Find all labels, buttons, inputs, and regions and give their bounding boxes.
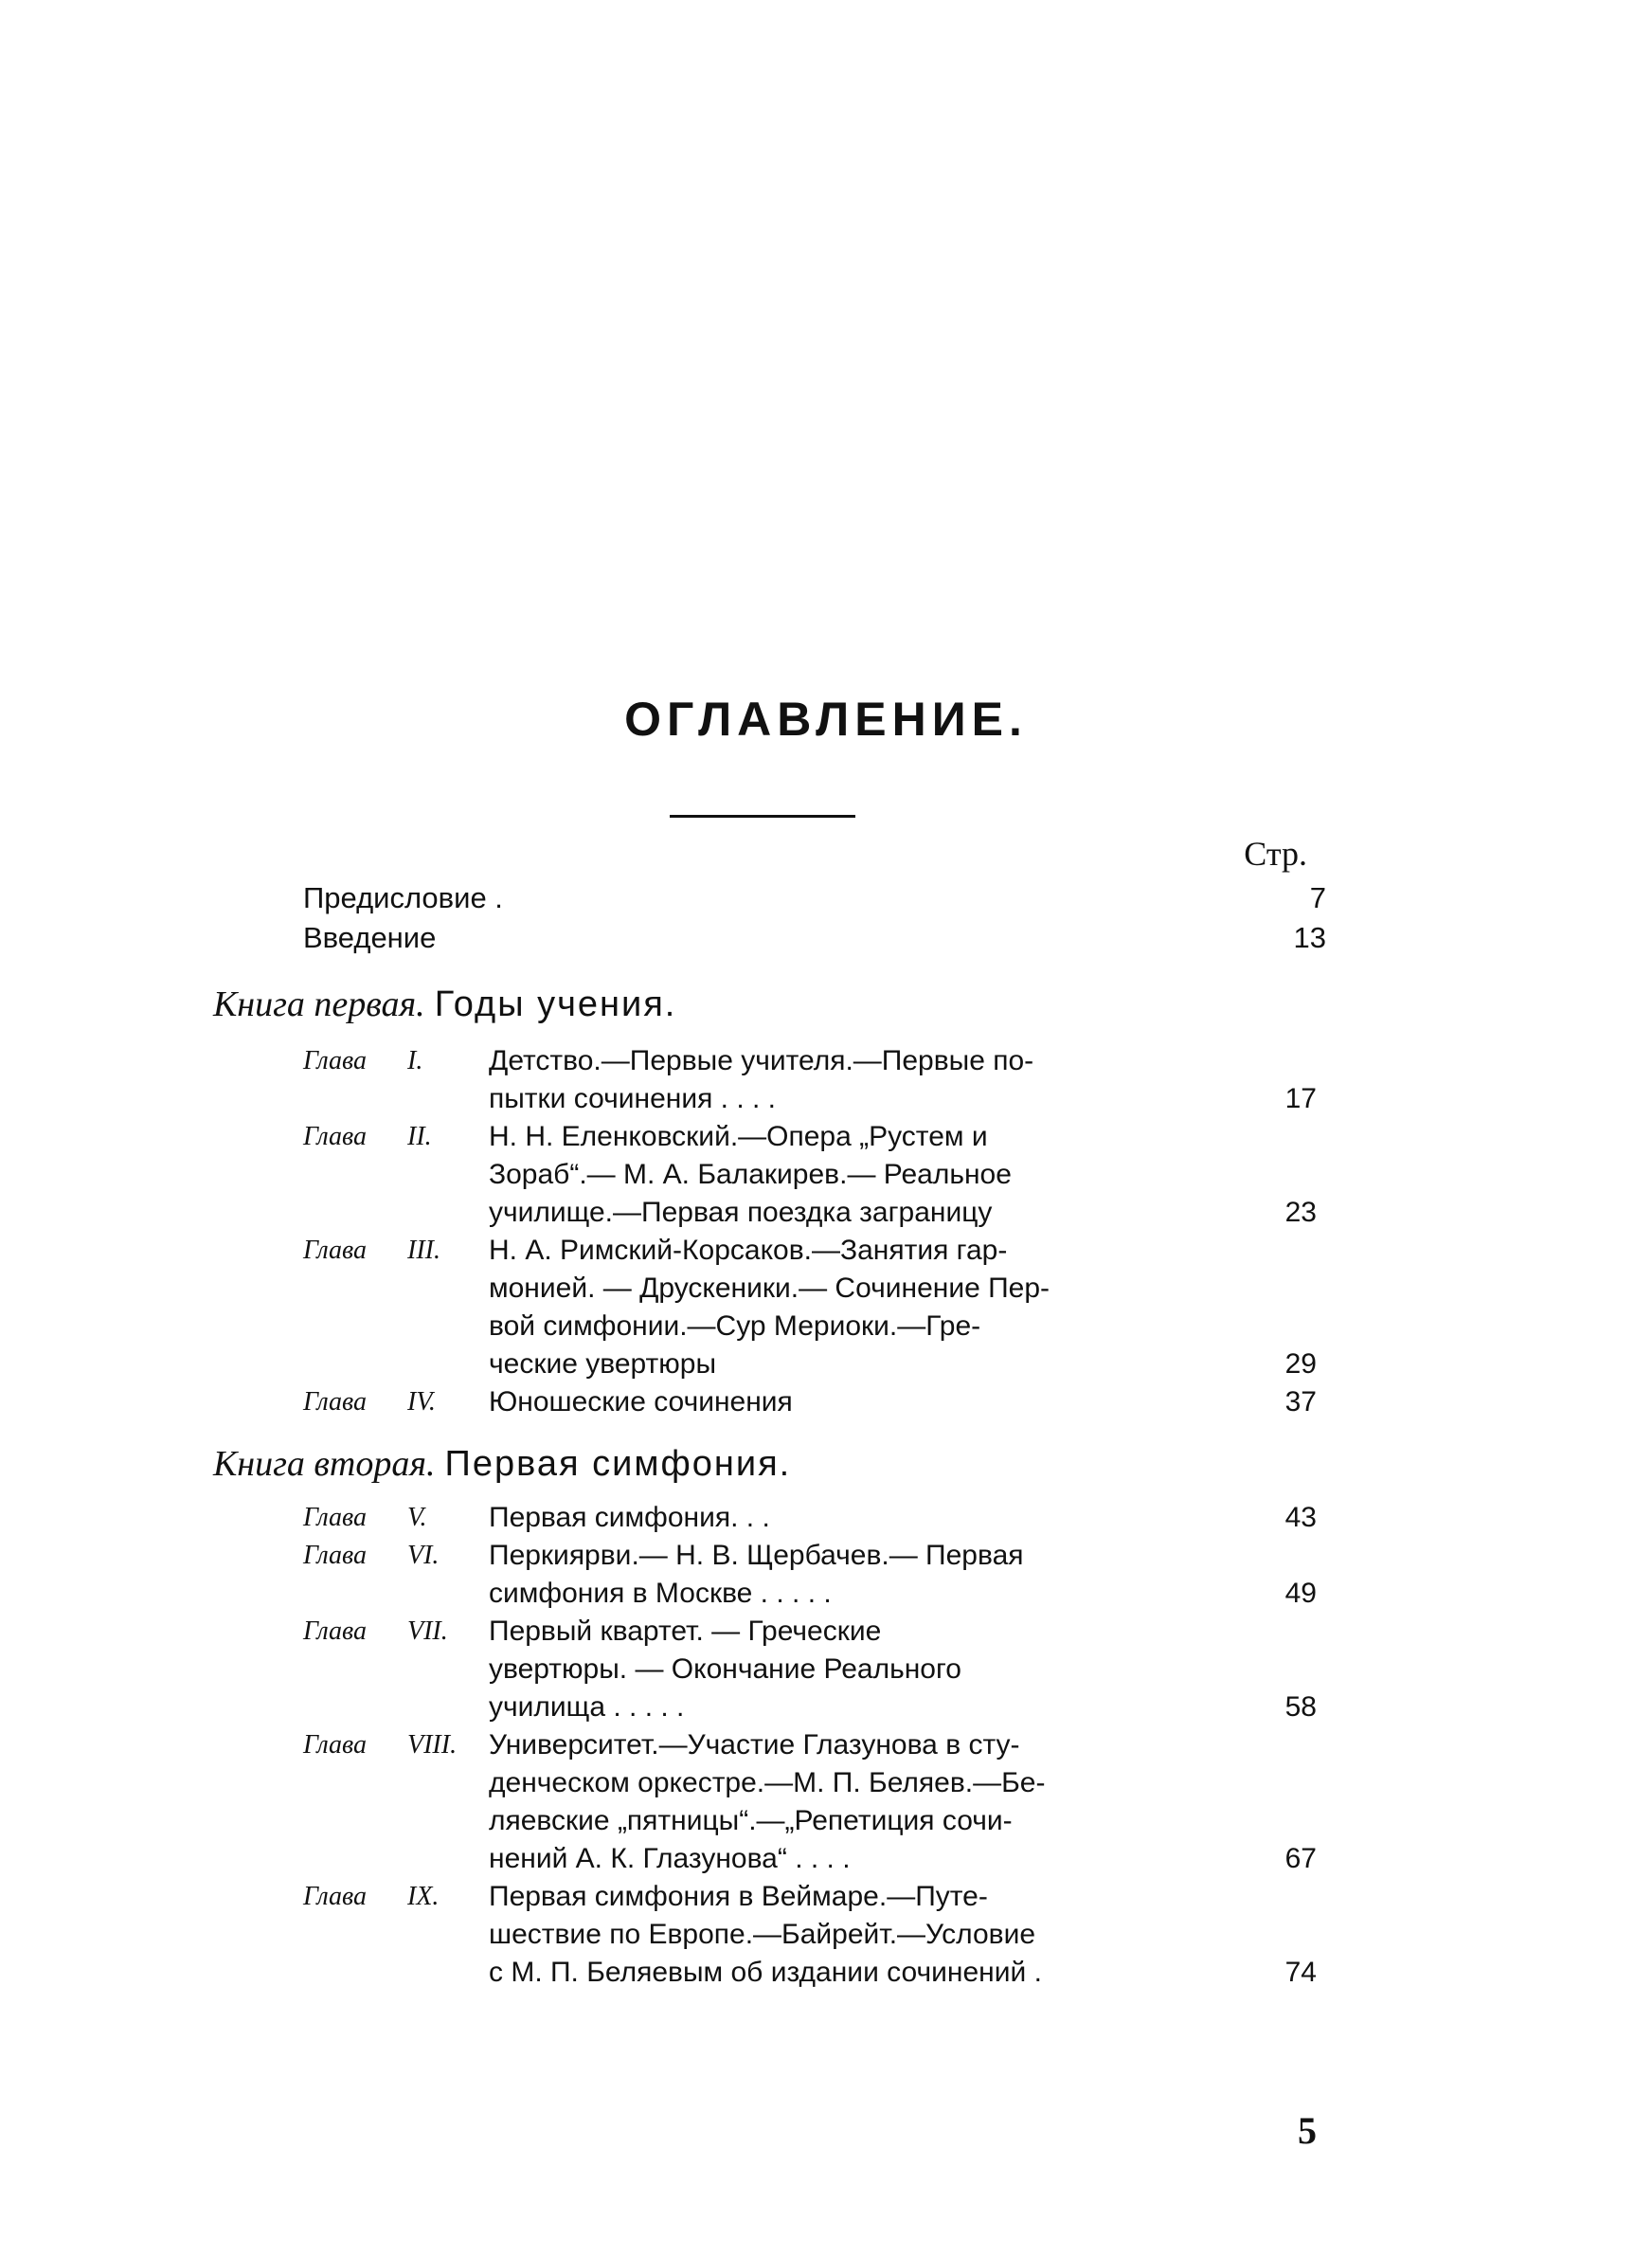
- chapter-line: Первая симфония. . .: [489, 1502, 770, 1533]
- chapter-label: Глава: [303, 1616, 367, 1646]
- chapter-line: училища . . . . .: [489, 1691, 685, 1723]
- chapter-line: Н. А. Римский-Корсаков.—Занятия гар-: [489, 1235, 1008, 1266]
- chapter-line: Перкиярви.— Н. В. Щербачев.— Первая: [489, 1540, 1024, 1571]
- toc-entry-introduction: [303, 921, 1345, 965]
- chapter-line: с М. П. Беляевым об издании сочинений .: [489, 1957, 1042, 1988]
- entry-page: 13: [1293, 921, 1326, 954]
- chapter-label: Глава: [303, 1882, 367, 1911]
- chapter-line: пытки сочинения . . . .: [489, 1083, 777, 1114]
- entry-page: 7: [1309, 881, 1326, 914]
- book-heading-2: [213, 1440, 1350, 1485]
- chapter-number: I.: [407, 1046, 423, 1075]
- chapter-line: симфония в Москве . . . . .: [489, 1578, 832, 1609]
- chapter-page: 49: [1284, 1578, 1317, 1609]
- toc-entry-preface: [303, 881, 1345, 925]
- page-number: 5: [1298, 2109, 1317, 2152]
- chapter-page: 29: [1284, 1348, 1317, 1380]
- page-title: ОГЛАВЛЕНИЕ.: [624, 693, 1028, 746]
- chapter-line: училище.—Первая поездка заграницу: [489, 1197, 993, 1228]
- chapter-line: Н. Н. Еленковский.—Опера „Рустем и: [489, 1121, 988, 1152]
- chapter-page: 58: [1284, 1691, 1317, 1723]
- book-title: Первая симфония.: [444, 1444, 792, 1484]
- book-label: Книга вторая.: [213, 1444, 436, 1484]
- chapter-number: V.: [407, 1503, 427, 1532]
- chapter-line: денческом оркестре.—М. П. Беляев.—Бе-: [489, 1767, 1046, 1798]
- chapter-page: 74: [1284, 1957, 1317, 1988]
- chapter-line: вой симфонии.—Сур Мериоки.—Гре-: [489, 1310, 981, 1342]
- chapter-label: Глава: [303, 1730, 367, 1760]
- chapter-label: Глава: [303, 1122, 367, 1151]
- chapter-label: Глава: [303, 1046, 367, 1075]
- chapter-line: Детство.—Первые учителя.—Первые по-: [489, 1045, 1034, 1076]
- chapter-label: Глава: [303, 1503, 367, 1532]
- chapter-number: III.: [407, 1236, 440, 1265]
- chapter-label: Глава: [303, 1541, 367, 1570]
- chapter-line: ческие увертюры: [489, 1348, 717, 1380]
- chapter-label: Глава: [303, 1387, 367, 1417]
- entry-title: Предисловие .: [303, 881, 503, 914]
- chapter-page: 43: [1284, 1502, 1317, 1533]
- chapter-line: увертюры. — Окончание Реального: [489, 1653, 961, 1685]
- chapter-number: VIII.: [407, 1730, 458, 1760]
- title-rule: [670, 815, 855, 818]
- book-title: Годы учения.: [434, 984, 677, 1024]
- book-heading-1: [213, 981, 1350, 1025]
- chapter-number: VII.: [407, 1616, 448, 1646]
- chapter-line: Зораб“.— М. А. Балакирев.— Реальное: [489, 1159, 1012, 1190]
- chapter-line: нений А. К. Глазунова“ . . . .: [489, 1843, 851, 1874]
- chapter-line: ляевские „пятницы“.—„Репетиция сочи-: [489, 1805, 1013, 1836]
- chapter-line: шествие по Европе.—Байрейт.—Условие: [489, 1919, 1036, 1950]
- chapter-number: IV.: [407, 1387, 436, 1417]
- chapter-line: Университет.—Участие Глазунова в сту-: [489, 1729, 1020, 1760]
- chapter-line: Юношеские сочинения: [489, 1386, 793, 1417]
- chapter-number: II.: [407, 1122, 432, 1151]
- entry-title: Введение: [303, 921, 437, 954]
- chapter-page: 37: [1284, 1386, 1317, 1417]
- chapter-label: Глава: [303, 1236, 367, 1265]
- chapter-line: Первый квартет. — Греческие: [489, 1616, 882, 1647]
- chapter-line: Первая симфония в Веймаре.—Путе-: [489, 1881, 988, 1912]
- chapter-page: 23: [1284, 1197, 1317, 1228]
- book-label: Книга первая.: [213, 984, 425, 1024]
- page-column-header: Стр.: [1244, 835, 1307, 873]
- chapter-number: VI.: [407, 1541, 440, 1570]
- chapter-line: монией. — Друскеники.— Сочинение Пер-: [489, 1273, 1050, 1304]
- chapter-number: IX.: [407, 1882, 440, 1911]
- chapter-page: 17: [1284, 1083, 1317, 1114]
- chapter-page: 67: [1284, 1843, 1317, 1874]
